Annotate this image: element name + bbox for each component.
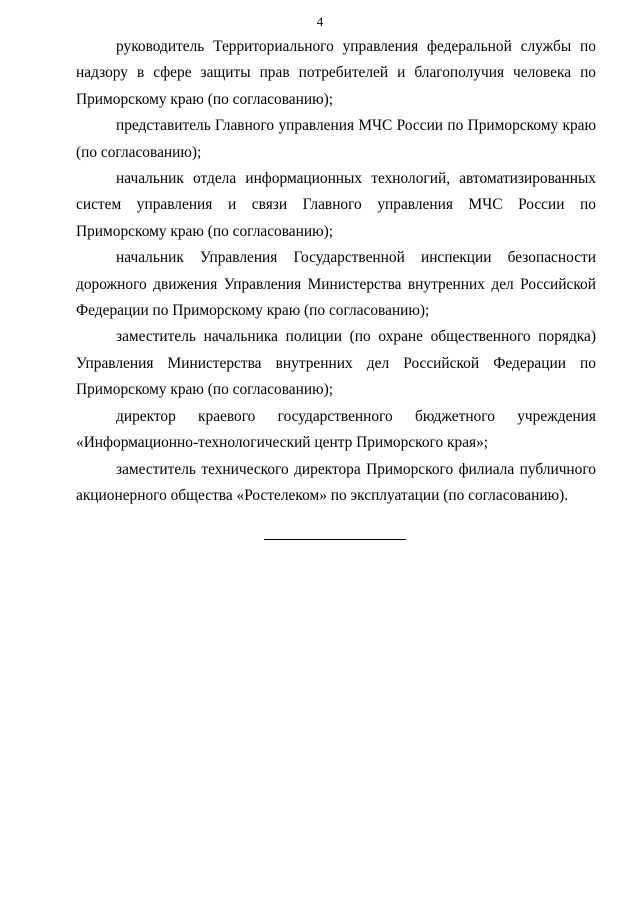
list-item: заместитель начальника полиции (по охране общественного порядка) Управления Министерства внутренних дел Российской Федерации по Приморскому краю (по согласованию);: [76, 328, 596, 399]
list-item: начальник отдела информационных технологий, автоматизированных систем управления и связи Главного управления МЧС России по Приморскому краю (по согласованию);: [76, 170, 596, 240]
list-item: руководитель Территориального управления федеральной службы по надзору в сфере защиты прав потребителей и благополучия человека по Приморскому краю (по согласованию);: [76, 38, 596, 108]
member-list: [76, 34, 596, 509]
list-item: представитель Главного управления МЧС России по Приморскому краю (по согласованию);: [76, 117, 596, 161]
list-item: директор краевого государственного бюджетного учреждения «Информационно-технологический центр Приморского края»;: [76, 407, 596, 452]
list-item: заместитель технического директора Приморского филиала публичного акционерного общества «Ростелеком» по эксплуатации (по согласованию).: [76, 460, 596, 504]
end-separator-line: [264, 539, 406, 540]
page-number: 4: [316, 14, 324, 29]
list-item: начальник Управления Государственной инспекции безопасности дорожного движения Управления Министерства внутренних дел Российской Федерации по Приморскому краю (по согласованию);: [76, 249, 596, 320]
